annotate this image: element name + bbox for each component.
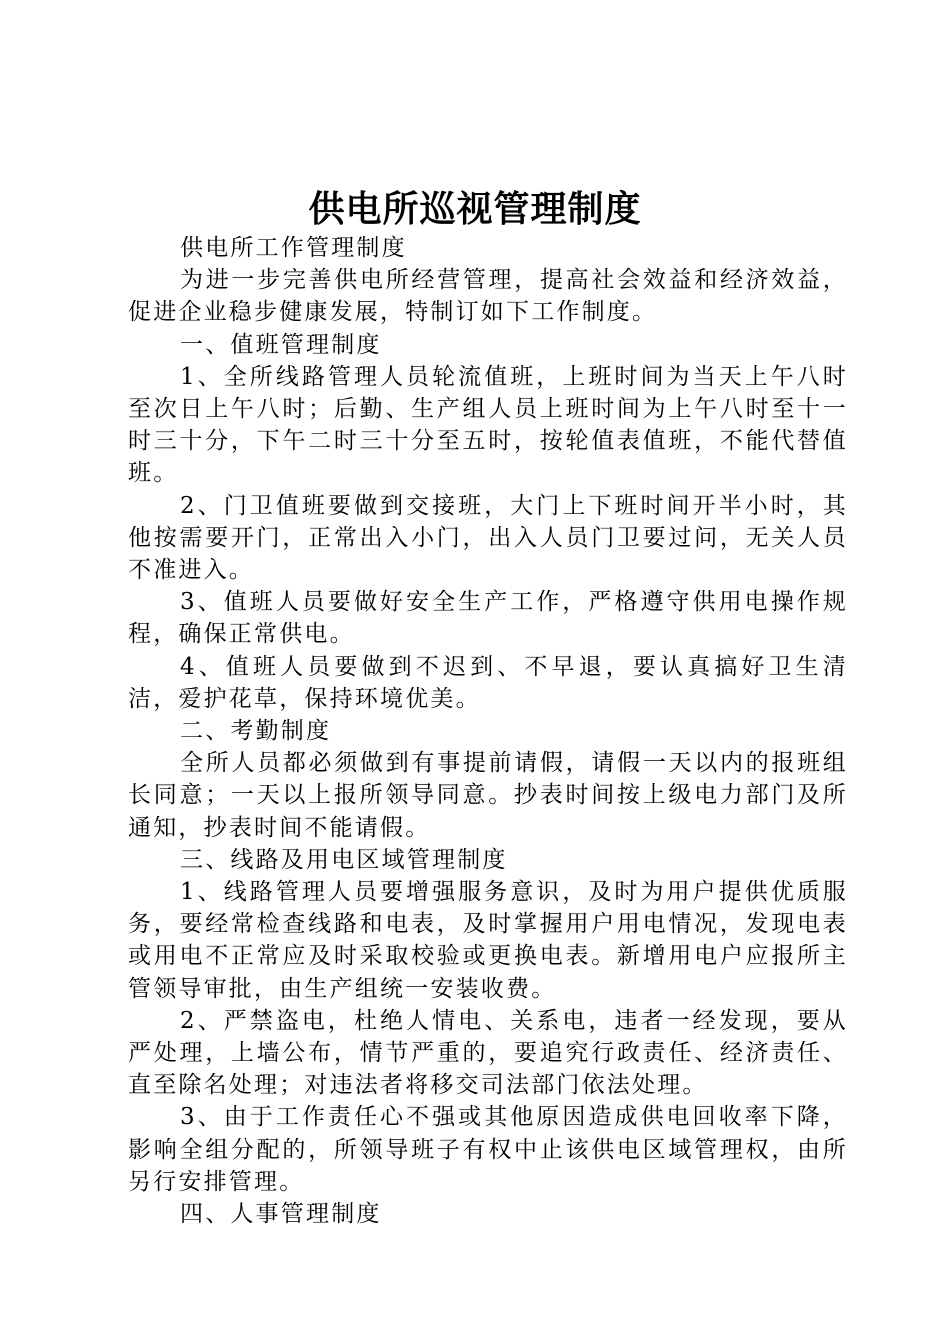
section-heading-line-management: 三、线路及用电区域管理制度	[180, 846, 508, 873]
paragraph-duty-1: 1、全所线路管理人员轮流值班，上班时间为当天上午八时至次日上午八时；后勤、生产组人员上班时间为上午八时至十一时三十分，下午二时三十分至五时，按轮值表值班，不能代替值班。	[128, 363, 848, 487]
paragraph-duty-4: 4、值班人员要做到不迟到、不早退，要认真搞好卫生清洁，爱护花草，保持环境优美。	[128, 653, 848, 712]
paragraph-line-3: 3、由于工作责任心不强或其他原因造成供电回收率下降，影响全组分配的，所领导班子有权中止该供电区域管理权，由所另行安排管理。	[128, 1104, 848, 1195]
paragraph-subtitle: 供电所工作管理制度	[180, 235, 407, 261]
paragraph-duty-3: 3、值班人员要做好安全生产工作，严格遵守供用电操作规程，确保正常供电。	[128, 589, 848, 648]
paragraph-intro: 为进一步完善供电所经营管理，提高社会效益和经济效益，促进企业稳步健康发展，特制订如下工作制度。	[128, 267, 848, 326]
paragraph-line-2: 2、严禁盗电，杜绝人情电、关系电，违者一经发现，要从严处理，上墙公布，情节严重的，要追究行政责任、经济责任、直至除名处理；对违法者将移交司法部门依法处理。	[128, 1007, 848, 1099]
paragraph-line-1: 1、线路管理人员要增强服务意识，及时为用户提供优质服务，要经常检查线路和电表，及时掌握用户用电情况，发现电表或用电不正常应及时采取校验或更换电表。新增用电户应报所主管领导审批，由生产组统一安装收费。	[128, 879, 848, 1002]
paragraph-attendance: 全所人员都必须做到有事提前请假，请假一天以内的报班组长同意；一天以上报所领导同意。抄表时间按上级电力部门及所通知，抄表时间不能请假。	[128, 750, 848, 841]
document-body	[128, 232, 848, 1230]
section-heading-attendance: 二、考勤制度	[180, 718, 332, 745]
paragraph-duty-2: 2、门卫值班要做到交接班，大门上下班时间开半小时，其他按需要开门，正常出入小门，出入人员门卫要过问，无关人员不准进入。	[128, 492, 848, 584]
document-title: 供电所巡视管理制度	[308, 188, 642, 230]
section-heading-duty: 一、值班管理制度	[180, 331, 382, 358]
section-heading-personnel: 四、人事管理制度	[180, 1201, 382, 1228]
